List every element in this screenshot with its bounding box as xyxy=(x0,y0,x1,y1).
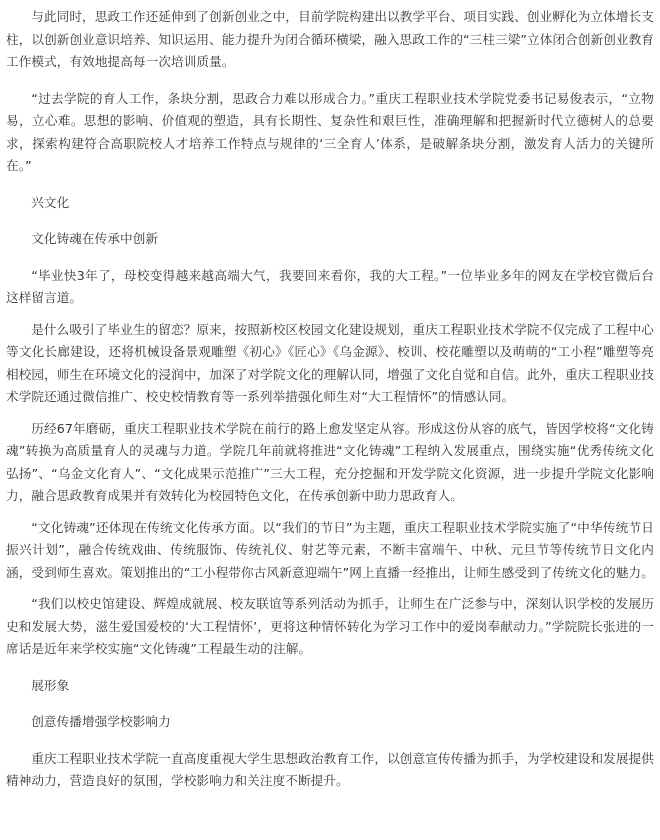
subheading-culture: 文化铸魂在传承中创新 xyxy=(31,231,159,246)
paragraph-innovation-entrepreneurship: 与此同时，思政工作还延伸到了创新创业之中，目前学院构建出以教学平台、项目实践、创业孵化为立体增长支柱，以创新创业意识培养、知识运用、能力提升为闭合循环横梁，融入思政工作的“三柱三梁”立体闭合创新创业教育工作模式，有效地提高每一次培训质量。 xyxy=(6,9,654,69)
article-body xyxy=(6,6,654,793)
paragraph-party-secretary-quote: “过去学院的育人工作，条块分割，思政合力难以形成合力。”重庆工程职业技术学院党委书记易俊表示，“立物易，立心难。思想的影响、价值观的塑造，具有长期性、复杂性和艰巨性，准确理解和把握新时代立德树人的总要求，探索构建符合高职院校人才培养工作特点与规律的‘三全育人’体系，是破解条块分割，激发育人活力的关键所在。” xyxy=(6,90,654,173)
section-heading-culture: 兴文化 xyxy=(31,194,70,210)
section-heading-image: 展形象 xyxy=(31,677,70,693)
paragraph-president-quote: “我们以校史馆建设、辉煌成就展、校友联谊等系列活动为抓手，让师生在广泛参与中，深刻认识学校的发展历史和发展大势，滋生爱国爱校的‘大工程情怀’，更将这种情怀转化为学习工作中的爱岗奉献动力。”学院院长张进的一席话是近年来学校实施“文化铸魂”工程最生动的注解。 xyxy=(6,596,654,656)
paragraph-traditional-culture: “文化铸魂”还体现在传统文化传承方面。以“我们的节日”为主题，重庆工程职业技术学院实施了“中华传统节日振兴计划”，融合传统戏曲、传统服饰、传统礼仪、射艺等元素，不断丰富端午、中秋、元旦节等传统节日文化内涵，受到师生喜欢。策划推出的“工小程带你古风新意迎端午”网上直播一经推出，让师生感受到了传统文化的魅力。 xyxy=(6,519,654,580)
paragraph-alumni-message: “毕业快3年了，母校变得越来越高端大气，我要回来看你，我的大工程。”一位毕业多年的网友在学校官微后台这样留言道。 xyxy=(6,267,654,305)
paragraph-67-years: 历经67年磨砺，重庆工程职业技术学院在前行的路上愈发坚定从容。形成这份从容的底气，皆因学校将“文化铸魂”转换为高质量育人的灵魂与力道。学院几年前就将推进“文化铸魂”工程纳入发展重点，围绕实施“优秀传统文化弘扬”、“乌金文化育人”、“文化成果示范推广”三大工程，充分挖掘和开发学院文化资源，进一步提升学院文化影响力，融合思政教育成果并有效转化为校园特色文化，在传承创新中助力思政育人。 xyxy=(6,420,654,503)
paragraph-campus-culture: 是什么吸引了毕业生的留恋？原来，按照新校区校园文化建设规划，重庆工程职业技术学院不仅完成了工程中心等文化长廊建设，还将机械设备景观雕塑《初心》《匠心》《乌金源》、校训、校花雕塑以及萌萌的“工小程”雕塑等亮相校园，师生在环境文化的浸润中，加深了对学院文化的理解认同，增强了文化自觉和自信。此外，重庆工程职业技术学院还通过微信推广、校史校情教育等一系列举措强化师生对“大工程情怀”的情感认同。 xyxy=(6,321,654,404)
subheading-creative-communication: 创意传播增强学校影响力 xyxy=(31,714,171,729)
paragraph-ideological-education: 重庆工程职业技术学院一直高度重视大学生思想政治教育工作，以创意宣传传播为抓手，为学校建设和发展提供精神动力，营造良好的氛围，学校影响力和关注度不断提升。 xyxy=(6,750,654,788)
